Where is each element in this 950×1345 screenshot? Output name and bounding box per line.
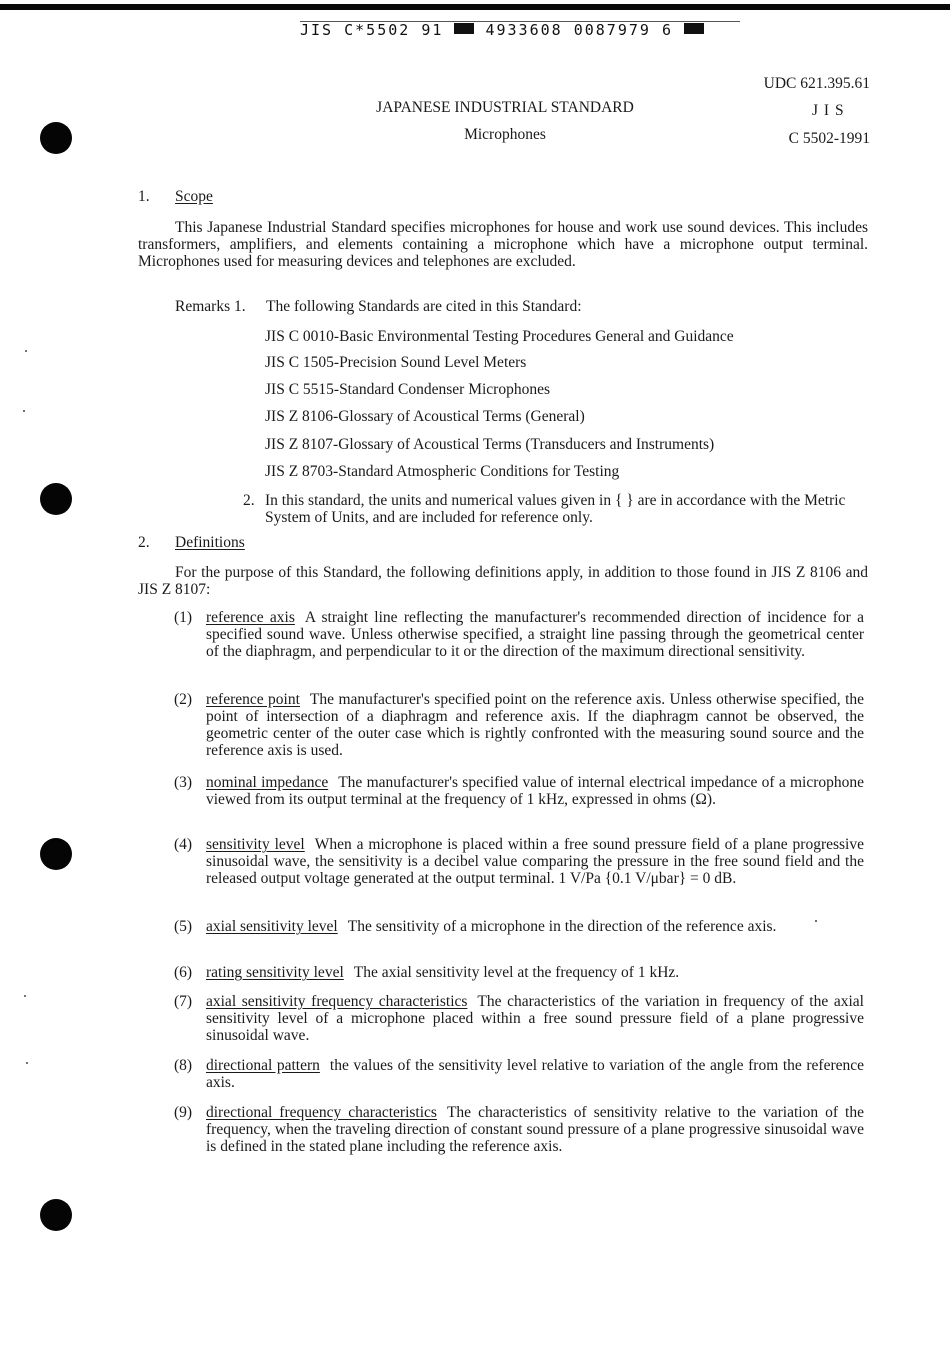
cited-standard: JIS C 5515-Standard Condenser Microphones <box>265 381 550 398</box>
barcode-block-1 <box>454 23 474 34</box>
definition-number: (5) <box>174 918 193 935</box>
definition-text: When a microphone is placed within a free sound pressure field of a plane progressive sinusoidal wave, the sensitivity is a decibel value comparing the pressure in the free sound field and the released output voltage generated at the output terminal. 1 V/Pa {0.1 V/μbar} = 0 dB. <box>206 836 864 887</box>
cited-standard: JIS Z 8107-Glossary of Acoustical Terms (Transducers and Instruments) <box>265 436 715 453</box>
scan-speck <box>25 350 27 352</box>
udc-code: UDC 621.395.61 <box>763 75 870 92</box>
definition-text: The axial sensitivity level at the frequency of 1 kHz. <box>353 964 680 981</box>
definition-text: A straight line reflecting the manufacturer's recommended direction of incidence for a specified sound wave. Unless otherwise specified, a straight line passing through the geometrical center of the diaphragm, and perpendicular to it or the direction of the maximum directional sensitivity. <box>206 609 864 660</box>
definition-item-3 <box>174 774 864 808</box>
barcode-block-2 <box>684 23 704 34</box>
scan-speck <box>24 995 26 997</box>
scan-speck <box>26 1062 28 1064</box>
section-2-number: 2. <box>138 534 150 551</box>
cited-standard: JIS C 0010-Basic Environmental Testing Procedures General and Guidance <box>265 328 734 345</box>
definition-item-9 <box>174 1104 864 1155</box>
definition-item-1 <box>174 609 864 660</box>
jis-mark: J I S <box>812 102 845 119</box>
definition-item-6 <box>174 964 864 981</box>
section-1-number: 1. <box>138 188 150 205</box>
punch-hole-3 <box>40 838 72 870</box>
definition-text: The sensitivity of a microphone in the direction of the reference axis. <box>347 918 777 935</box>
definition-item-4 <box>174 836 864 887</box>
cited-standard: JIS Z 8703-Standard Atmospheric Conditions for Testing <box>265 463 620 480</box>
definition-number: (7) <box>174 993 193 1010</box>
definition-number: (9) <box>174 1104 193 1121</box>
definition-item-8 <box>174 1057 864 1091</box>
definition-term: axial sensitivity frequency characteristics <box>206 993 468 1010</box>
section-2-heading: Definitions <box>175 534 245 551</box>
definition-term: directional frequency characteristics <box>206 1104 437 1121</box>
definitions-intro: For the purpose of this Standard, the following definitions apply, in addition to those found in JIS Z 8106 and JIS Z 8107: <box>138 564 868 598</box>
remarks-label: Remarks 1. <box>175 298 246 315</box>
definition-term: directional pattern <box>206 1057 320 1074</box>
section-1-heading: Scope <box>175 188 213 205</box>
scope-paragraph: This Japanese Industrial Standard specifies microphones for house and work use sound devices. This includes transformers, amplifiers, and elements containing a microphone which have a microphone output terminal. Microphones used for measuring devices and telephones are excluded. <box>138 219 868 270</box>
control-code-part-2: 4933608 0087979 6 <box>485 21 673 39</box>
definition-term: sensitivity level <box>206 836 305 853</box>
definition-text: The manufacturer's specified value of internal electrical impedance of a microphone viewed from its output terminal at the frequency of 1 kHz, expressed in ohms (Ω). <box>206 774 865 808</box>
definition-text: The manufacturer's specified point on the reference axis. Unless otherwise specified, the point of intersection of a diaphragm and reference axis. If the diaphragm cannot be observed, the geometric center of the outer case which is rightly confronted with the measuring sound source and the reference axis is used. <box>206 691 865 759</box>
remark-2-text: In this standard, the units and numerical values given in { } are in accordance with the Metric System of Units, and are included for reference only. <box>265 492 846 526</box>
definition-term: reference point <box>206 691 300 708</box>
document-control-code <box>300 21 740 39</box>
definition-item-2 <box>174 691 864 759</box>
control-code-part-1: JIS C*5502 91 <box>300 21 444 39</box>
definition-term: rating sensitivity level <box>206 964 344 981</box>
definition-term: nominal impedance <box>206 774 329 791</box>
standard-number: C 5502-1991 <box>788 130 870 147</box>
definition-term: reference axis <box>206 609 295 626</box>
standard-title: JAPANESE INDUSTRIAL STANDARD <box>376 99 634 116</box>
scan-speck <box>23 410 25 412</box>
remark-2-label: 2. <box>243 492 255 509</box>
definition-item-7 <box>174 993 864 1044</box>
cited-standard: JIS C 1505-Precision Sound Level Meters <box>265 354 527 371</box>
definition-number: (1) <box>174 609 193 626</box>
punch-hole-2 <box>40 483 72 515</box>
cited-standard: JIS Z 8106-Glossary of Acoustical Terms (General) <box>265 408 585 425</box>
punch-hole-1 <box>40 122 72 154</box>
definition-number: (6) <box>174 964 193 981</box>
remarks-intro: The following Standards are cited in this Standard: <box>266 298 582 315</box>
scan-top-border <box>0 4 950 10</box>
punch-hole-4 <box>40 1199 72 1231</box>
definition-number: (8) <box>174 1057 193 1074</box>
definition-term: axial sensitivity level <box>206 918 338 935</box>
definition-text: The characteristics of sensitivity relative to the variation of the frequency, when the traveling direction of constant sound pressure of a plane progressive sinusoidal wave is defined in the stated plane including the reference axis. <box>206 1104 864 1155</box>
definition-number: (4) <box>174 836 193 853</box>
definition-number: (2) <box>174 691 193 708</box>
definition-item-5 <box>174 918 864 935</box>
definition-text: the values of the sensitivity level relative to variation of the angle from the reference axis. <box>206 1057 865 1091</box>
document-subject: Microphones <box>464 126 546 143</box>
definition-number: (3) <box>174 774 193 791</box>
definition-text: The characteristics of the variation in frequency of the axial sensitivity level of a microphone placed within a free sound pressure field of a plane progressive sinusoidal wave. <box>206 993 864 1044</box>
